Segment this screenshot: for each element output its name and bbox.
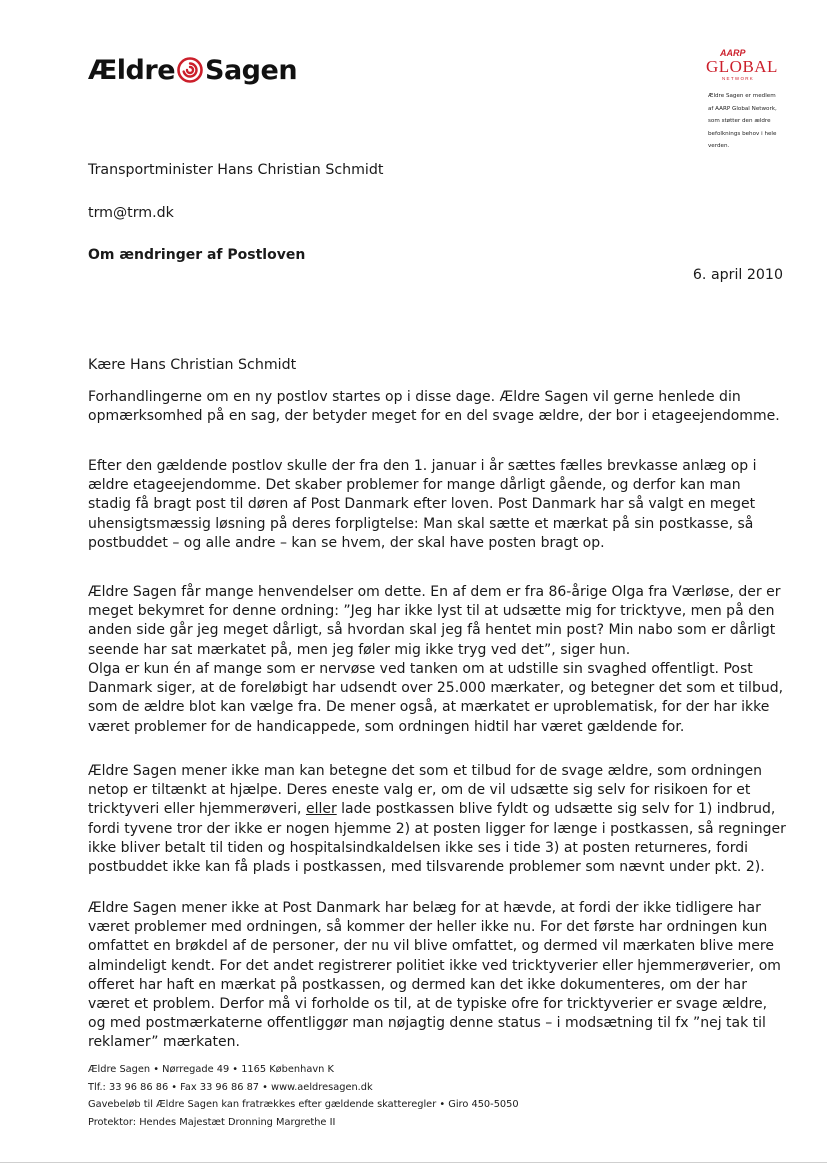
recipient: Transportminister Hans Christian Schmidt	[88, 162, 384, 178]
footer	[88, 1061, 519, 1131]
partner-note-line: af AARP Global Network,	[708, 105, 777, 112]
aeldre-sagen-logo	[88, 52, 297, 88]
partner-note-line: befolknings behov i hele	[708, 130, 777, 137]
partner-note-line: verden.	[708, 143, 730, 149]
footer-patron: Protektor: Hendes Majestæt Dronning Margrethe II	[88, 1116, 336, 1128]
greeting: Kære Hans Christian Schmidt	[88, 357, 297, 373]
paragraph: Forhandlingerne om en ny postlov startes op i disse dage. Ældre Sagen vil gerne henlede din opmærksomhed på en sag, der betyder meget for en del svage ældre, der bor i etageejendomme.	[88, 389, 780, 425]
paragraph: Olga er kun én af mange som er nervøse ved tanken om at udstille sin svaghed offentligt. Post Danmark siger, at de foreløbigt har udsendt over 25.000 mærkater, og betegner det som et tilbud, som de ældre blot kan vælge fra. De mener også, at mærkatet er uproblematisk, for der har ikke været problemer for de handicappede, som ordningen hidtil har været gældende for.	[88, 661, 784, 735]
logo-text-right: Sagen	[205, 54, 298, 86]
paragraph-text: Ældre Sagen mener ikke man kan betegne det som et tilbud for de svage ældre, som ordningen netop er tiltænkt at hjælpe. Deres eneste valg er, om de vil udsætte sig selv for risikoen for et tricktyveri eller hjemmerøveri,	[88, 763, 763, 818]
paragraph: Ældre Sagen mener ikke at Post Danmark har belæg for at hævde, at fordi der ikke tidligere har været problemer med ordningen, så kommer der heller ikke nu. For det første har ordningen kun omfattet en brøkdel af de personer, der nu vil blive omfattet, og dermed vil mærkaten blive mere almindeligt kendt. For det andet registrerer politiet ikke ved tricktyverier eller hjemmerøverier, om offeret har haft en mærkat på postkassen, og dermed kan det ikke dokumenteres, om der har været et problem. Derfor må vi forholde os til, at de typiske ofre for tricktyverier er svage ældre, og med postmærkaterne offentliggør man nøjagtig denne status – i modsætning til fx ”nej tak til reklamer” mærkaten.	[88, 900, 781, 1051]
paragraph: Efter den gældende postlov skulle der fra den 1. januar i år sættes fælles brevkasse anlæg op i ældre etageejendomme. Det skaber problemer for mange dårligt gående, og derfor kan man stadig få bragt post til døren af Post Danmark efter loven. Post Danmark har så valgt en meget uhensigtsmæssig løsning på deres forpligtelse: Man skal sætte et mærkat på sin postkasse, så postbuddet – og alle andre – kan se hvem, der skal have posten bragt op.	[88, 458, 757, 551]
partner-note-line: som støtter den ældre	[708, 118, 771, 124]
aarp-global-network-logo	[700, 48, 785, 80]
paragraph: Ældre Sagen får mange henvendelser om dette. En af dem er fra 86-årige Olga fra Værløse, der er meget bekymret for denne ordning: ”Jeg har ikke lyst til at udsætte mig for tricktyve, men på den anden side går jeg meget dårligt, så hvordan skal jeg få hentet min post? Min nabo som er dårligt seende har sat mærkatet på, men jeg føler mig ikke tryg ved det”, siger hun.	[88, 584, 781, 658]
paragraph	[88, 762, 788, 877]
footer-contact: Tlf.: 33 96 86 86 • Fax 33 96 86 87 • www.aeldresagen.dk	[88, 1081, 373, 1093]
paragraph-text: lade postkassen blive fyldt og udsætte sig selv for 1) indbrud, fordi tyvene tror der ikke er nogen hjemme 2) at posten ligger for længe i postkassen, så regninger ikke bliver betalt til tiden og hospitalsindkaldelsen ikke ses i tide 3) at posten returneres, fordi postbuddet ikke kan få plads i postkassen, med tilsvarende problemer som nævnt under pkt. 2).	[88, 801, 786, 876]
aarp-label: AARP	[720, 48, 746, 58]
underlined-word: eller	[305, 801, 337, 818]
swirl-icon	[177, 57, 203, 83]
logo-text-left: Ældre	[88, 54, 176, 86]
network-label: NETWORK	[722, 76, 755, 81]
partner-note-line: Ældre Sagen er medlem	[708, 93, 776, 99]
footer-address: Ældre Sagen • Nørregade 49 • 1165 København K	[88, 1064, 334, 1075]
letter-subject: Om ændringer af Postloven	[88, 247, 306, 263]
footer-donation: Gavebeløb til Ældre Sagen kan fratrækkes efter gældende skatteregler • Giro 450-5050	[88, 1099, 519, 1110]
bottom-divider	[0, 1162, 827, 1163]
recipient-email: trm@trm.dk	[88, 205, 174, 221]
partner-note	[708, 90, 798, 153]
letter-date: 6. april 2010	[692, 267, 783, 283]
global-label: GLOBAL	[706, 57, 778, 76]
